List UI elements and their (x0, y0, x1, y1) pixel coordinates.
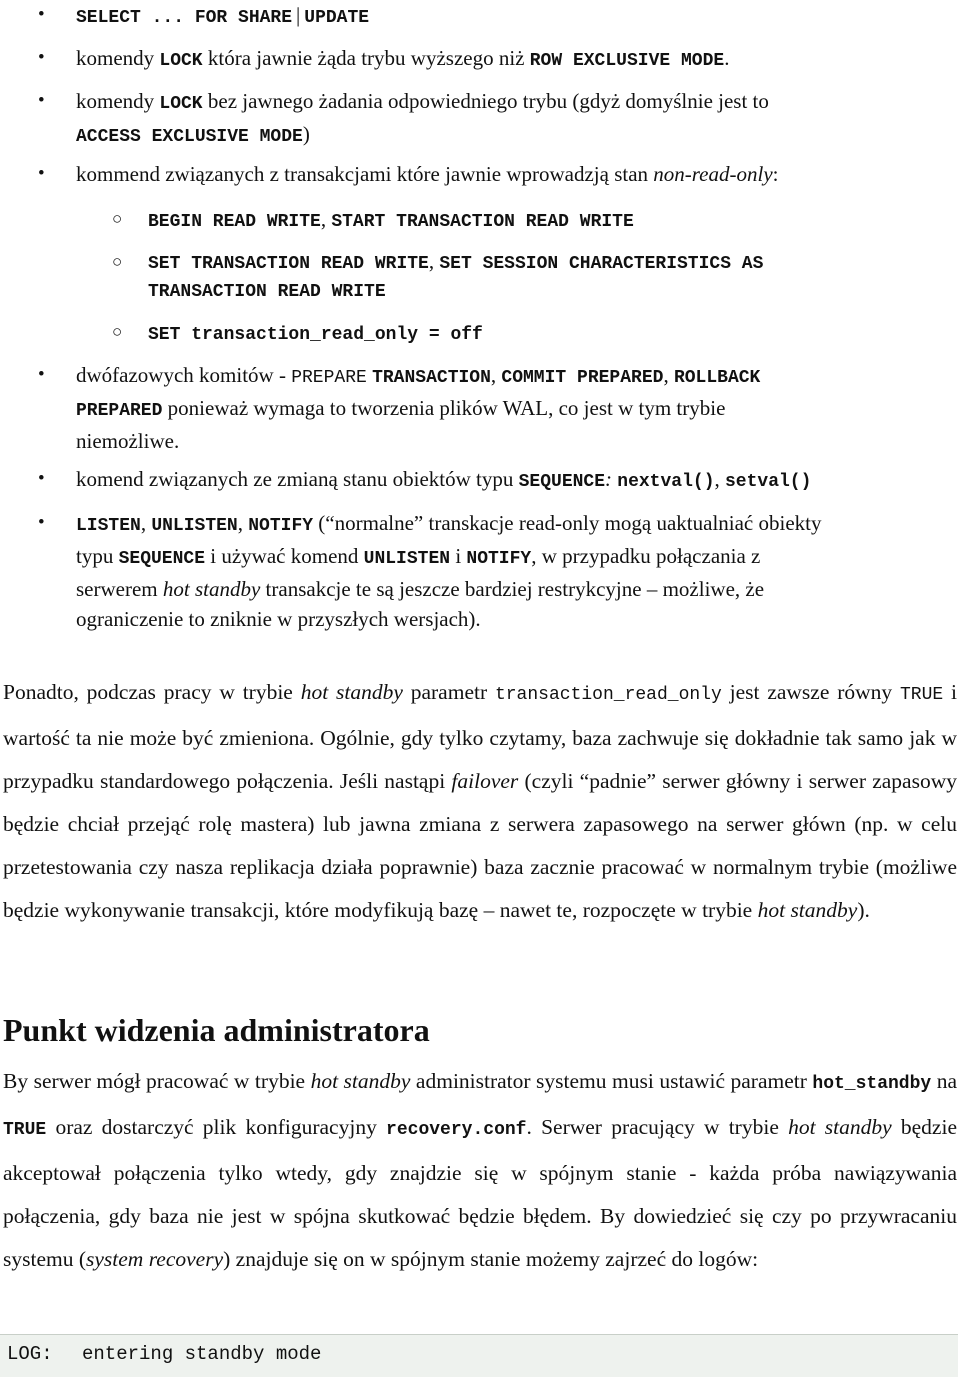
code-text: UNLISTEN (151, 516, 238, 536)
code-text: SET SESSION CHARACTERISTICS AS (439, 254, 764, 274)
code-text: PREPARE (291, 368, 367, 388)
text: serwerem (76, 577, 163, 601)
code-text: TRUE (3, 1120, 47, 1140)
italic-text: hot standby (162, 577, 261, 601)
code-text: ROLLBACK (673, 368, 761, 388)
text: : (772, 162, 779, 186)
text: administrator systemu musi ustawić parametr (410, 1069, 813, 1093)
italic-text: hot standby (310, 1069, 411, 1093)
italic-text: hot standby (788, 1115, 892, 1139)
text: ) znajduje się on w spójnym stanie możemy zajrzeć do logów: (223, 1247, 759, 1271)
code-text: SET transaction_read_only = off (148, 325, 483, 345)
text: By serwer mógł pracować w trybie (3, 1069, 311, 1093)
bullet: • (38, 4, 45, 25)
section-heading: Punkt widzenia administratora (3, 1012, 430, 1048)
text: która jawnie żąda trybu wyższego niż (202, 46, 530, 70)
code-text: TRUE (899, 685, 944, 705)
text: , w przypadku połączania z (531, 544, 761, 568)
italic-text: system recovery (86, 1247, 224, 1271)
code-text: LOCK (159, 51, 203, 71)
text: komendy (76, 89, 160, 113)
code-text: hot_standby (812, 1074, 932, 1094)
separator: | (296, 3, 301, 27)
text: , (140, 511, 152, 535)
text: . Serwer pracujący w trybie (526, 1115, 789, 1139)
text: parametr (402, 680, 495, 704)
code-text: SELECT ... FOR SHARE (76, 8, 293, 28)
italic-text: non-read-only (653, 162, 773, 186)
code-text: transaction_read_only (494, 685, 722, 705)
code-text: UNLISTEN (363, 549, 451, 569)
code-text: TRANSACTION (372, 368, 491, 388)
text: komendy (76, 46, 160, 70)
text: (czyli “padnie” serwer główny i serwer zapasowy będzie chciał przejąć rolę mastera) lub jawna zmiana z serwera zapasowego na serwer główn (np. w celu przetestowania czy nasza replikacja działa poprawnie) baza zacznie pracować w normalnym trybie (możliwe będzie wykonywanie transakcji, które modyfikują bazę – nawet te, rozpoczęte w trybie (3, 769, 957, 922)
text: ) (302, 122, 310, 146)
bullet: • (38, 47, 45, 68)
text: typu (76, 544, 119, 568)
code-text: PREPARED (76, 401, 163, 421)
code-text: TRANSACTION READ WRITE (148, 282, 386, 302)
text: bez jawnego żadania odpowiedniego trybu (gdyż domyślnie jest to (202, 89, 769, 113)
text: , (663, 363, 674, 387)
text: i wartość ta nie może być zmieniona. Ogólnie, gdy tylko czytamy, baza zachwuje się dokładnie tak samo jak w przypadku standardowego połączenia. Jeśli nastąpi (3, 680, 958, 793)
bullet: • (38, 512, 45, 533)
text: niemożliwe. (76, 429, 180, 453)
code-text: NOTIFY (466, 549, 532, 569)
code-text: setval() (725, 472, 812, 492)
text: , (428, 249, 440, 273)
text: transakcje te są jeszcze bardziej restrykcyjne – możliwe, że (260, 577, 765, 601)
text: , (320, 207, 332, 231)
text: na (931, 1069, 958, 1093)
code-text: COMMIT PREPARED (501, 368, 664, 388)
text: ). (857, 898, 870, 922)
log-message: entering standby mode (82, 1343, 322, 1365)
code-text: nextval() (617, 472, 715, 492)
text: i używać komend (205, 544, 364, 568)
text: jest zawsze równy (721, 680, 900, 704)
text: będzie akceptował połączenia tylko wtedy, gdy znajdzie się w spójnym stanie - każda próba nawiązywania połączenia, gdy baza nie jest w spójna skutkować będzie błędem. By dowiedzieć się czy po przywracaniu systemu ( (3, 1115, 957, 1271)
code-text: SET TRANSACTION READ WRITE (148, 254, 429, 274)
text: ograniczenie to zniknie w przyszłych wersjach). (76, 607, 481, 631)
code-text: ACCESS EXCLUSIVE MODE (76, 127, 303, 147)
log-code-block (0, 1334, 958, 1377)
bullet: • (38, 468, 45, 489)
text: Ponadto, podczas pracy w trybie (3, 680, 301, 704)
bullet: ○ (112, 252, 123, 271)
text: kommend związanych z transakcjami które jawnie wprowadzją stan (76, 162, 654, 186)
bullet: • (38, 90, 45, 111)
code-text: ROW EXCLUSIVE MODE (529, 51, 725, 71)
code-text: LISTEN (76, 516, 141, 536)
text: oraz dostarczyć plik konfiguracyjny (46, 1115, 387, 1139)
code-text: START TRANSACTION READ WRITE (331, 212, 634, 232)
text: dwófazowych komitów - (76, 363, 292, 387)
code-text: SEQUENCE (118, 549, 206, 569)
italic-text: hot standby (300, 680, 403, 704)
code-text: recovery.conf (386, 1120, 527, 1140)
paragraph-admin-setup (3, 1060, 957, 1281)
code-text: LOCK (159, 94, 203, 114)
code-text: NOTIFY (248, 516, 314, 536)
text: i (450, 544, 467, 568)
bullet: ○ (112, 209, 123, 228)
bullet: • (38, 163, 45, 184)
italic-text: hot standby (757, 898, 858, 922)
text: ponieważ wymaga to tworzenia plików WAL, co jest w tym trybie (162, 396, 726, 420)
text: (“normalne” transkacje read-only mogą uaktualniać obiekty (313, 511, 822, 535)
log-label: LOG: (7, 1343, 53, 1365)
code-text: SEQUENCE (518, 472, 606, 492)
paragraph-hot-standby-behavior (3, 671, 957, 932)
bullet: ○ (112, 322, 123, 341)
code-text: BEGIN READ WRITE (148, 212, 321, 232)
text: , (490, 363, 502, 387)
text: , (237, 511, 249, 535)
text: . (724, 46, 730, 70)
text: , (714, 467, 725, 491)
code-text: UPDATE (304, 8, 370, 28)
italic-text: failover (451, 769, 519, 793)
bullet: • (38, 364, 45, 385)
text: : (605, 467, 618, 491)
text: komend związanych ze zmianą stanu obiektów typu (76, 467, 519, 491)
